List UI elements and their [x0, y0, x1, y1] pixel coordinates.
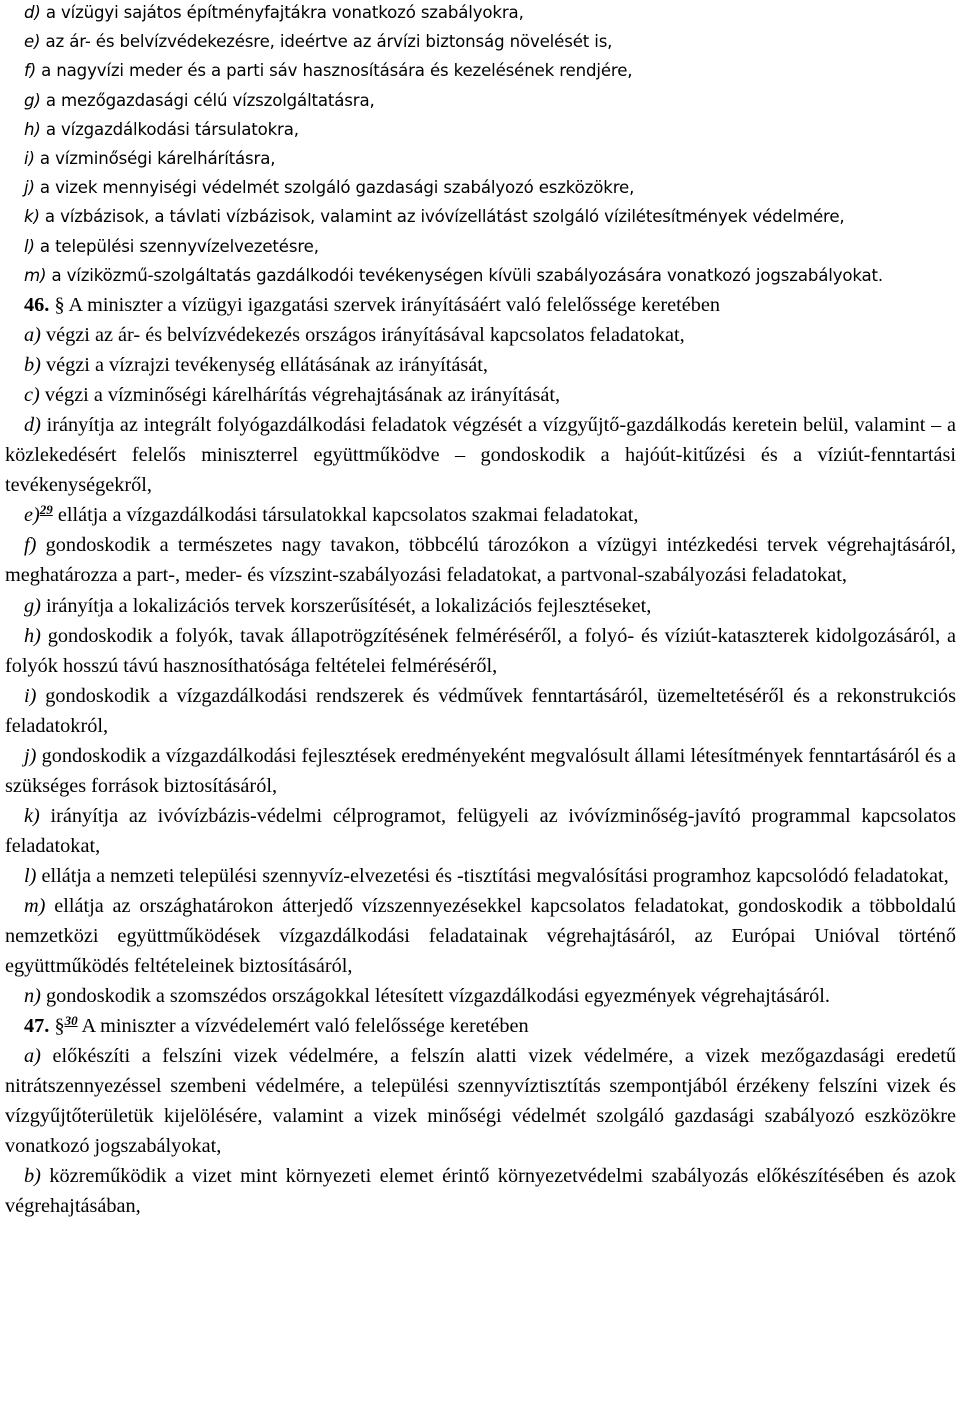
item-label: f)	[24, 61, 37, 81]
item-label: m)	[24, 894, 46, 917]
list-item-k	[5, 202, 956, 231]
item-text: a vízbázisok, a távlati vízbázisok, valamint az ivóvízellátást szolgáló vízilétesítmények védelmére,	[44, 207, 845, 227]
item-text: irányítja az ivóvízbázis-védelmi célprogramot, felügyeli az ivóvízminőség-javító programmal kapcsolatos feladatokat,	[5, 804, 956, 857]
item-label: h)	[24, 624, 41, 647]
item-label: j)	[24, 744, 37, 767]
list-item-d	[5, 0, 956, 27]
list-item-h	[5, 621, 956, 681]
list-item-f	[5, 530, 956, 590]
item-text: végzi az ár- és belvízvédekezés országos irányításával kapcsolatos feladatokat,	[45, 324, 685, 347]
list-item-j	[5, 173, 956, 202]
footnote-link-30[interactable]: 30	[64, 1013, 78, 1029]
list-item-e	[5, 500, 956, 530]
item-label: g)	[24, 90, 41, 110]
item-text: közreműködik a vizet mint környezeti elemet érintő környezetvédelmi szabályozás előkészítésében és azok végrehajtásában,	[5, 1165, 956, 1218]
item-text: a víziközmű-szolgáltatás gazdálkodói tevékenységen kívüli szabályozására vonatkozó jogszabályokat.	[51, 265, 884, 285]
item-text: a vízminőségi kárelhárításra,	[39, 149, 276, 169]
item-text: gondoskodik a vízgazdálkodási rendszerek és védművek fenntartásáról, üzemeltetéséről és a rekonstrukciós feladatokról,	[5, 684, 956, 737]
item-text: a vízgazdálkodási társulatokra,	[45, 119, 299, 139]
item-text: előkészíti a felszíni vizek védelmére, a felszín alatti vizek védelmére, a vizek mezőgazdasági eredetű nitrátszennyezéssel szembeni védelmére, a települési szennyvíztisztítás szempontjából érzékeny felszíni vizek és vízgyűjtőterületük kijelölésére, valamint a vizek minőségi védelmét szolgáló gazdasági szabályozó eszközökre vonatkozó jogszabályokat,	[5, 1045, 956, 1158]
item-text: a települési szennyvízelvezetésre,	[39, 236, 319, 256]
list-item-l	[5, 861, 956, 891]
item-text: végzi a vízminőségi kárelhárítás végrehajtásának az irányítását,	[44, 384, 561, 407]
list-item-m	[5, 891, 956, 981]
item-label: d)	[24, 3, 41, 22]
list-item-a	[5, 320, 956, 350]
list-item-d	[5, 410, 956, 500]
list-item-b	[5, 1161, 956, 1221]
list-item-j	[5, 741, 956, 801]
list-item-g	[5, 591, 956, 621]
list-continuation	[5, 0, 956, 290]
item-text: irányítja az integrált folyógazdálkodási feladatok végzését a vízgyűjtő-gazdálkodás keretein belül, valamint – a közlekedésért felelős miniszterrel együttműködve – gondoskodik a hajóút-kitűzési és a víziút-fenntartási tevékenységekről,	[5, 414, 956, 497]
item-text: a vizek mennyiségi védelmét szolgáló gazdasági szabályozó eszközökre,	[39, 178, 635, 198]
list-item-n	[5, 981, 956, 1011]
list-item-k	[5, 801, 956, 861]
item-label: n)	[24, 985, 41, 1008]
item-label: b)	[24, 354, 41, 377]
item-label: m)	[24, 265, 47, 285]
item-text: ellátja a vízgazdálkodási társulatokkal kapcsolatos szakmai feladatokat,	[57, 504, 639, 527]
section-intro: A miniszter a vízügyi igazgatási szervek irányításáért való felelőssége keretében	[68, 294, 721, 317]
section-number: 46.	[24, 294, 50, 317]
section-symbol-link[interactable]: §	[54, 294, 65, 317]
item-label: c)	[24, 384, 40, 407]
item-label: d)	[24, 414, 41, 437]
footnote-link-29[interactable]: 29	[39, 502, 53, 518]
item-text: gondoskodik a vízgazdálkodási fejlesztések eredményeként megvalósult állami létesítmények fenntartásáról és a szükséges források biztosításáról,	[5, 744, 956, 797]
list-item-g	[5, 86, 956, 115]
item-text: gondoskodik a természetes nagy tavakon, többcélú tározókon a vízügyi intézkedési tervek végrehajtásáról, meghatározza a part-, meder- és vízszint-szabályozási feladatokat, a partvonal-szabályozási feladatokat,	[5, 534, 956, 587]
list-item-c	[5, 380, 956, 410]
section-number: 47.	[24, 1015, 50, 1038]
item-text: a vízügyi sajátos építményfajtákra vonatkozó szabályokra,	[45, 3, 524, 22]
item-label: k)	[24, 207, 40, 227]
item-label: k)	[24, 804, 40, 827]
section-intro: A miniszter a vízvédelemért való felelőssége keretében	[81, 1015, 529, 1038]
item-label: f)	[24, 534, 37, 557]
list-item-f	[5, 56, 956, 85]
item-label: b)	[24, 1165, 41, 1188]
item-label: a)	[24, 324, 41, 347]
list-item-m	[5, 261, 956, 290]
item-text: gondoskodik a szomszédos országokkal létesített vízgazdálkodási egyezmények végrehajtásáról.	[45, 985, 830, 1008]
section-46	[5, 290, 956, 1011]
item-text: irányítja a lokalizációs tervek korszerűsítését, a lokalizációs fejlesztéseket,	[45, 594, 652, 617]
item-label: i)	[24, 684, 37, 707]
list-item-b	[5, 350, 956, 380]
list-item-h	[5, 115, 956, 144]
item-text: a nagyvízi meder és a parti sáv hasznosítására és kezelésének rendjére,	[41, 61, 633, 81]
item-label: e)	[24, 32, 41, 52]
list-item-a	[5, 1041, 956, 1161]
item-text: végzi a vízrajzi tevékenység ellátásának az irányítását,	[45, 354, 489, 377]
section-heading	[5, 1011, 956, 1041]
section-heading	[5, 290, 956, 320]
item-label: l)	[24, 864, 37, 887]
item-text: ellátja az országhatárokon átterjedő vízszennyezésekkel kapcsolatos feladatokat, gondoskodik a többoldalú nemzetközi együttműködések vízgazdálkodási feladatainak végrehajtásáról, az Európai Unióval történő együttműködés feltételeinek biztosításáról,	[5, 894, 957, 978]
item-label: l)	[24, 236, 35, 256]
item-text: a mezőgazdasági célú vízszolgáltatásra,	[45, 90, 375, 110]
item-label: j)	[24, 178, 35, 198]
list-item-l	[5, 232, 956, 261]
list-item-e	[5, 27, 956, 56]
list-item-i	[5, 681, 956, 741]
item-text: gondoskodik a folyók, tavak állapotrögzítésének felméréséről, a folyó- és víziút-kataszterek kidolgozásáról, a folyók hosszú távú hasznosíthatósága feltételei felméréséről,	[5, 624, 956, 677]
section-47	[5, 1011, 956, 1221]
item-label: e)	[24, 504, 40, 527]
item-label: h)	[24, 119, 41, 139]
item-label: a)	[24, 1045, 41, 1068]
section-symbol-link[interactable]: §	[54, 1015, 65, 1038]
item-text: ellátja a nemzeti települési szennyvíz-elvezetési és -tisztítási megvalósítási programhoz kapcsolódó feladatokat,	[41, 864, 949, 887]
item-text: az ár- és belvízvédekezésre, ideértve az árvízi biztonság növelését is,	[45, 32, 613, 52]
list-item-i	[5, 144, 956, 173]
item-label: i)	[24, 149, 35, 169]
item-label: g)	[24, 594, 41, 617]
